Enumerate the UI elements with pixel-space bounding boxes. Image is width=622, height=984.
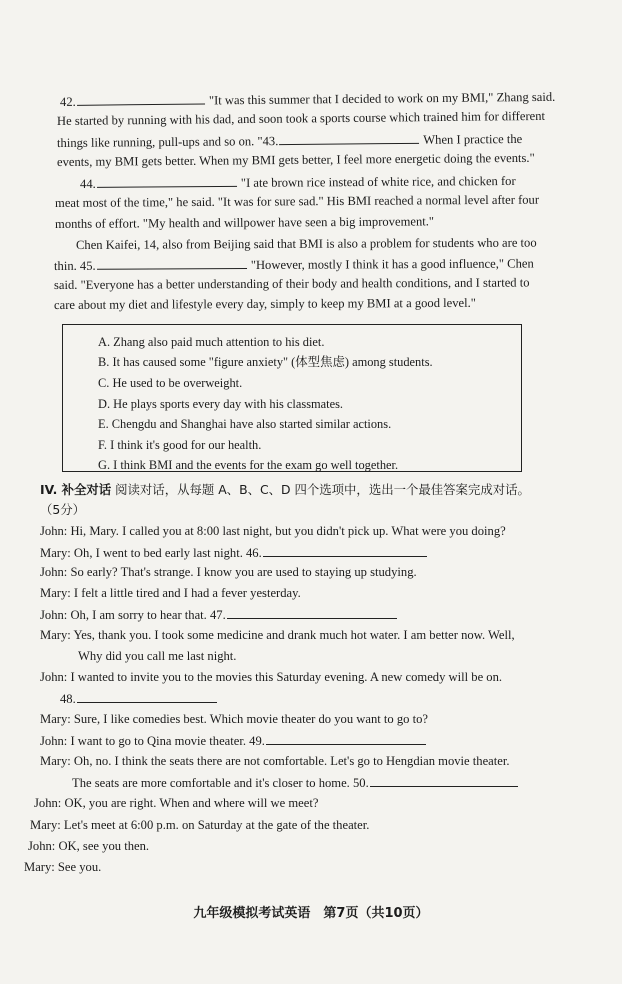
option-g: G. I think BMI and the events for the exam go well together. — [98, 458, 399, 472]
passage-line: said. "Everyone has a better understanding of their body and health conditions, and I started to — [53, 275, 530, 292]
dialogue-line: Mary: Sure, I like comedies best. Which movie theater do you want to go to? — [40, 712, 428, 726]
dialogue-line: The seats are more comfortable and it's closer to home. 50. — [72, 774, 519, 791]
passage-line: care about my diet and lifestyle every day, simply to keep my BMI at a good level." — [53, 295, 476, 312]
dialogue-line: John: OK, you are right. When and where will we meet? — [34, 796, 319, 810]
section-title: IV. 补全对话 — [40, 482, 112, 497]
dialogue-line: John: So early? That's strange. I know you are used to staying up studying. — [40, 565, 417, 579]
dialogue-line: John: I want to go to Qina movie theater. 49. — [40, 732, 427, 749]
page-footer: 九年级模拟考试英语 第7页（共10页） — [193, 906, 429, 921]
passage-line: He started by running with his dad, and soon took a sports course which trained him for different — [56, 108, 546, 128]
dialogue-line: 48. — [60, 690, 218, 707]
section-instruction: 阅读对话，从每题 A、B、C、D 四个选项中，选出一个最佳答案完成对话。 — [115, 482, 530, 497]
dialogue-line: John: Oh, I am sorry to hear that. 47. — [40, 606, 398, 623]
passage-line: things like running, pull-ups and so on. "43. When I practice the — [56, 131, 523, 150]
passage-line: events, my BMI gets better. When my BMI gets better, I feel more energetic doing the events." — [56, 150, 535, 169]
answer-blank-49[interactable] — [266, 732, 426, 745]
answer-blank-46[interactable] — [263, 544, 427, 557]
question-number: 42. — [59, 94, 76, 109]
passage-line: 44. "I ate brown rice instead of white rice, and chicken for — [79, 173, 516, 191]
option-a: A. Zhang also paid much attention to his diet. — [98, 335, 325, 349]
dialogue-line: Why did you call me last night. — [78, 649, 237, 663]
answer-blank-43[interactable] — [279, 131, 419, 145]
option-c: C. He used to be overweight. — [98, 376, 243, 390]
dialogue-line: Mary: I felt a little tired and I had a fever yesterday. — [40, 586, 301, 600]
dialogue-line: Mary: Oh, no. I think the seats there are not comfortable. Let's go to Hengdian movie theater. — [40, 754, 510, 768]
dialogue-line: John: I wanted to invite you to the movies this Saturday evening. A new comedy will be on. — [40, 670, 503, 684]
answer-blank-47[interactable] — [227, 606, 397, 619]
answer-blank-48[interactable] — [77, 690, 217, 703]
section-points: （5分） — [40, 502, 86, 517]
answer-blank-50[interactable] — [370, 774, 518, 787]
passage-line: Chen Kaifei, 14, also from Beijing said that BMI is also a problem for students who are too — [75, 235, 537, 252]
answer-blank-45[interactable] — [97, 256, 247, 270]
passage-line: months of effort. "My health and willpower have seen a big improvement." — [54, 214, 435, 231]
passage-line: thin. 45. "However, mostly I think it has a good influence," Chen — [53, 256, 534, 273]
dialogue-line: Mary: See you. — [24, 860, 102, 874]
answer-blank-44[interactable] — [97, 174, 237, 188]
option-f: F. I think it's good for our health. — [98, 438, 262, 452]
question-number: 44. — [79, 176, 96, 191]
dialogue-line: Mary: Let's meet at 6:00 p.m. on Saturday at the gate of the theater. — [30, 818, 370, 832]
section-heading — [40, 482, 530, 498]
option-e: E. Chengdu and Shanghai have also started similar actions. — [98, 417, 392, 431]
answer-blank-42[interactable] — [77, 91, 205, 105]
passage-line: meat most of the time," he said. "It was for sure sad." His BMI reached a normal level after four — [54, 192, 540, 210]
option-b: B. It has caused some "figure anxiety" (体型焦虑) among students. — [98, 355, 433, 369]
dialogue-line: John: OK, see you then. — [28, 839, 150, 853]
passage-line: 42. "It was this summer that I decided to work on my BMI," Zhang said. — [59, 89, 556, 109]
dialogue-line: Mary: Oh, I went to bed early last night. 46. — [40, 544, 428, 561]
dialogue-line: Mary: Yes, thank you. I took some medicine and drank much hot water. I am better now. Well, — [40, 628, 515, 642]
option-d: D. He plays sports every day with his classmates. — [98, 397, 344, 411]
dialogue-line: John: Hi, Mary. I called you at 8:00 last night, but you didn't pick up. What were you doing? — [40, 524, 506, 538]
